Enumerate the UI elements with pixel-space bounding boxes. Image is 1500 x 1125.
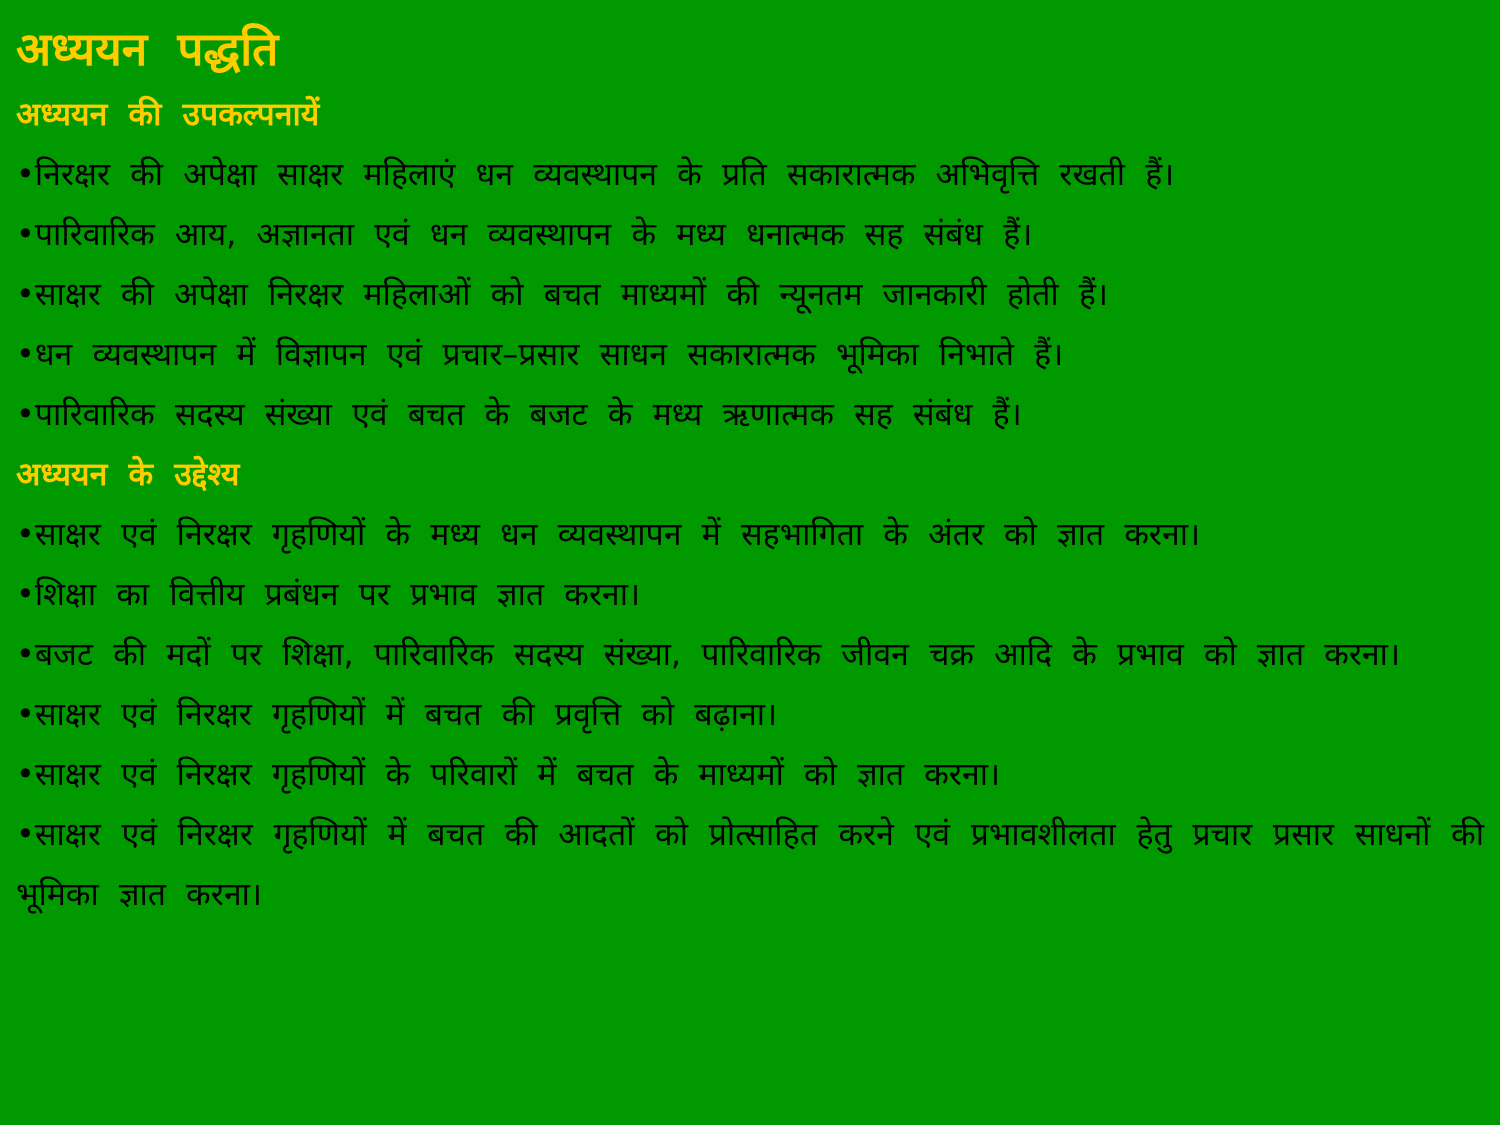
objective-item [16, 624, 1484, 684]
hypotheses-heading: अध्ययन की उपकल्पनायें [16, 95, 320, 133]
objective-item [16, 564, 1484, 624]
bullet-icon: • [16, 335, 35, 373]
objective-item [16, 504, 1484, 564]
bullet-icon: • [16, 575, 35, 613]
bullet-icon: • [16, 815, 35, 853]
hypothesis-text: धन व्यवस्थापन में विज्ञापन एवं प्रचार–प्रसार साधन सकारात्मक भूमिका निभाते हैं। [34, 335, 1064, 373]
hypothesis-text: पारिवारिक आय, अज्ञानता एवं धन व्यवस्थापन के मध्य धनात्मक सह संबंध हैं। [34, 215, 1033, 253]
bullet-icon: • [16, 275, 35, 313]
hypothesis-item [16, 384, 1484, 444]
bullet-icon: • [16, 515, 35, 553]
objectives-heading: अध्ययन के उद्देश्य [16, 455, 240, 493]
hypothesis-item [16, 264, 1484, 324]
hypothesis-text: पारिवारिक सदस्य संख्या एवं बचत के बजट के मध्य ऋणात्मक सह संबंध हैं। [34, 395, 1022, 433]
hypothesis-text: निरक्षर की अपेक्षा साक्षर महिलाएं धन व्यवस्थापन के प्रति सकारात्मक अभिवृत्ति रखती हैं। [34, 155, 1175, 193]
hypothesis-item [16, 144, 1484, 204]
slide-title: अध्ययन पद्धति [16, 22, 279, 76]
objective-text: साक्षर एवं निरक्षर गृहणियों के मध्य धन व्यवस्थापन में सहभागिता के अंतर को ज्ञात करना। [34, 515, 1201, 553]
objective-item [16, 744, 1484, 804]
bullet-icon: • [16, 395, 35, 433]
hypothesis-item [16, 204, 1484, 264]
objective-text: शिक्षा का वित्तीय प्रबंधन पर प्रभाव ज्ञात करना। [34, 575, 641, 613]
hypotheses-list [16, 144, 1484, 444]
hypothesis-item [16, 324, 1484, 384]
objective-text: साक्षर एवं निरक्षर गृहणियों में बचत की आदतों को प्रोत्साहित करने एवं प्रभावशीलता हेतु प्रचार प्रसार साधनों की भूमिका ज्ञात करना। [16, 815, 1484, 913]
bullet-icon: • [16, 635, 35, 673]
hypothesis-text: साक्षर की अपेक्षा निरक्षर महिलाओं को बचत माध्यमों की न्यूनतम जानकारी होती हैं। [34, 275, 1108, 313]
objective-item [16, 804, 1484, 924]
objectives-list [16, 504, 1484, 924]
bullet-icon: • [16, 695, 35, 733]
objective-text: बजट की मदों पर शिक्षा, पारिवारिक सदस्य संख्या, पारिवारिक जीवन चक्र आदि के प्रभाव को ज्ञात करना। [34, 635, 1401, 673]
objective-item [16, 684, 1484, 744]
bullet-icon: • [16, 215, 35, 253]
bullet-icon: • [16, 155, 35, 193]
objective-text: साक्षर एवं निरक्षर गृहणियों के परिवारों में बचत के माध्यमों को ज्ञात करना। [34, 755, 1001, 793]
bullet-icon: • [16, 755, 35, 793]
objective-text: साक्षर एवं निरक्षर गृहणियों में बचत की प्रवृत्ति को बढ़ाना। [34, 695, 778, 733]
